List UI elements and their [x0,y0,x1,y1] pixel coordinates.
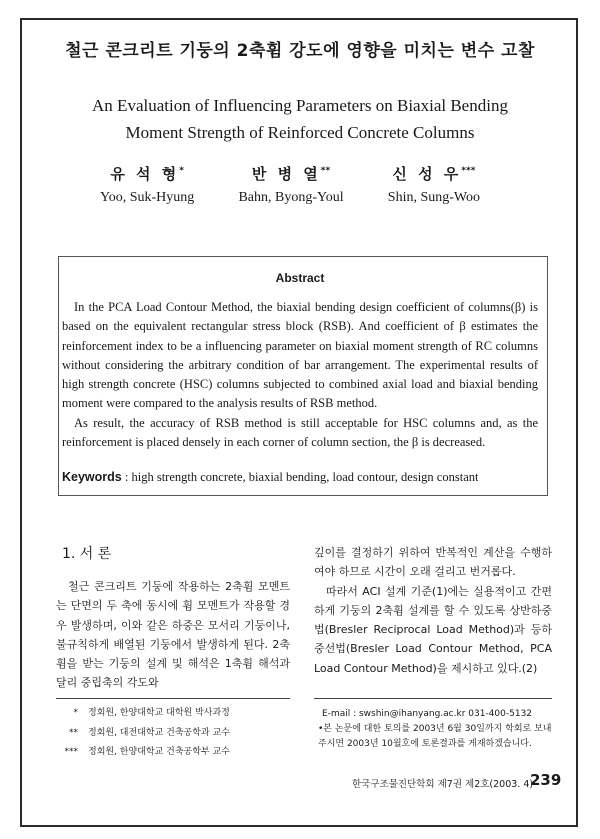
abstract-heading: Abstract [275,271,325,285]
footnote-rule [56,698,290,699]
title-english-line: An Evaluation of Influencing Parameters on Biaxial Bending [92,96,508,115]
author [238,163,343,206]
abstract-body [62,298,538,452]
author-list [100,163,480,206]
footnote [56,704,296,724]
body-paragraph: 깊이를 결정하기 위하여 반복적인 계산을 수행하여야 하므로 시간이 오래 걸리고 번거롭다. [314,546,552,579]
keywords-label: Keywords [62,470,122,484]
author [100,163,194,206]
author-name-english: Yoo, Suk-Hyung [100,190,195,205]
body-column-right [314,543,552,678]
author-name-korean: 신 성 우 [392,165,462,183]
body-paragraph: 따라서 ACI 설계 기준(1)에는 실용적이고 간편하게 기둥의 2축휨 설계를 할 수 있도록 상반하중법(Bresler Reciprocal Load Method)과 등하중선법(Bresler Load Contour Method, PCA Load Contour Method)을 제시하고 있다.(2) [314,584,552,675]
affiliation-mark: *** [461,166,476,176]
title-english [0,92,600,146]
author-name-english: Shin, Sung-Woo [387,190,480,205]
author-name-english: Bahn, Byong-Youl [238,190,344,205]
page-number: 239 [530,771,562,789]
footnote-text: 정회원, 한양대학교 건축공학부 교수 [88,747,230,757]
body-column-left [56,577,290,693]
abstract-paragraph: In the PCA Load Contour Method, the biaxial bending design coefficient of columns(β) is based on the equivalent rectangular stress block (RSB). And coefficient of β estimates the reinforcement index to be a influencing parameter on biaxial moment strength of RC columns without considering the arbitrary condition of bar arrangement. The experimental results of high strength concrete (HSC) columns subjected to combined axial load and biaxial bending moment were compared to the analysis results of RSB method. [62,300,538,411]
section-heading: 1. 서 론 [62,546,112,562]
title-korean: 철근 콘크리트 기둥의 2축휨 강도에 영향을 미치는 변수 고찰 [65,41,535,61]
footnote-mark: * [73,708,78,718]
contact-footnotes [318,707,554,752]
title-english-line: Moment Strength of Reinforced Concrete Columns [125,123,475,142]
footnote-text: 정회원, 대전대학교 건축공학과 교수 [88,727,230,738]
footnote-mark: *** [64,747,78,757]
author-name-korean: 유 석 형 [110,165,180,183]
keywords-text: high strength concrete, biaxial bending, load contour, design constant [131,470,479,484]
abstract-paragraph: As result, the accuracy of RSB method is still acceptable for HSC columns and, as the reinforcement is placed densely in each corner of column section, the β is decreased. [62,415,538,450]
affiliation-mark: ** [320,166,331,176]
footnote-text: 정회원, 한양대학교 대학원 박사과정 [88,708,230,718]
footnote-rule [314,698,552,699]
keywords: Keywords : high strength concrete, biaxial bending, load contour, design constant [62,470,479,484]
affiliation-mark: * [179,166,184,176]
author [388,163,480,206]
footnote [56,724,296,744]
affiliation-footnotes [56,704,296,763]
author-name-korean: 반 병 열 [251,165,321,183]
running-footer: 한국구조물진단학회 제7권 제2호(2003. 4) [352,779,534,790]
contact-email: E-mail : swshin@ihanyang.ac.kr 031-400-5132 [322,709,533,719]
footnote-mark: ** [69,727,78,738]
footnote [56,743,296,763]
discussion-note: •본 논문에 대한 토의를 2003년 6월 30일까지 학회로 보내 주시면 2003년 10월호에 토론결과를 게재하겠습니다. [318,724,552,749]
body-paragraph: 철근 콘크리트 기둥에 작용하는 2축휨 모멘트는 단면의 두 축에 동시에 휨 모멘트가 작용할 경우 발생하며, 이와 같은 하중은 모서리 기둥이나, 불규칙하게 배열된 기둥에서 발생하게 된다. 2축휨을 받는 기둥의 설계 및 해석은 1축휨 해석과 달리 중립축의 각도와 [56,580,290,690]
